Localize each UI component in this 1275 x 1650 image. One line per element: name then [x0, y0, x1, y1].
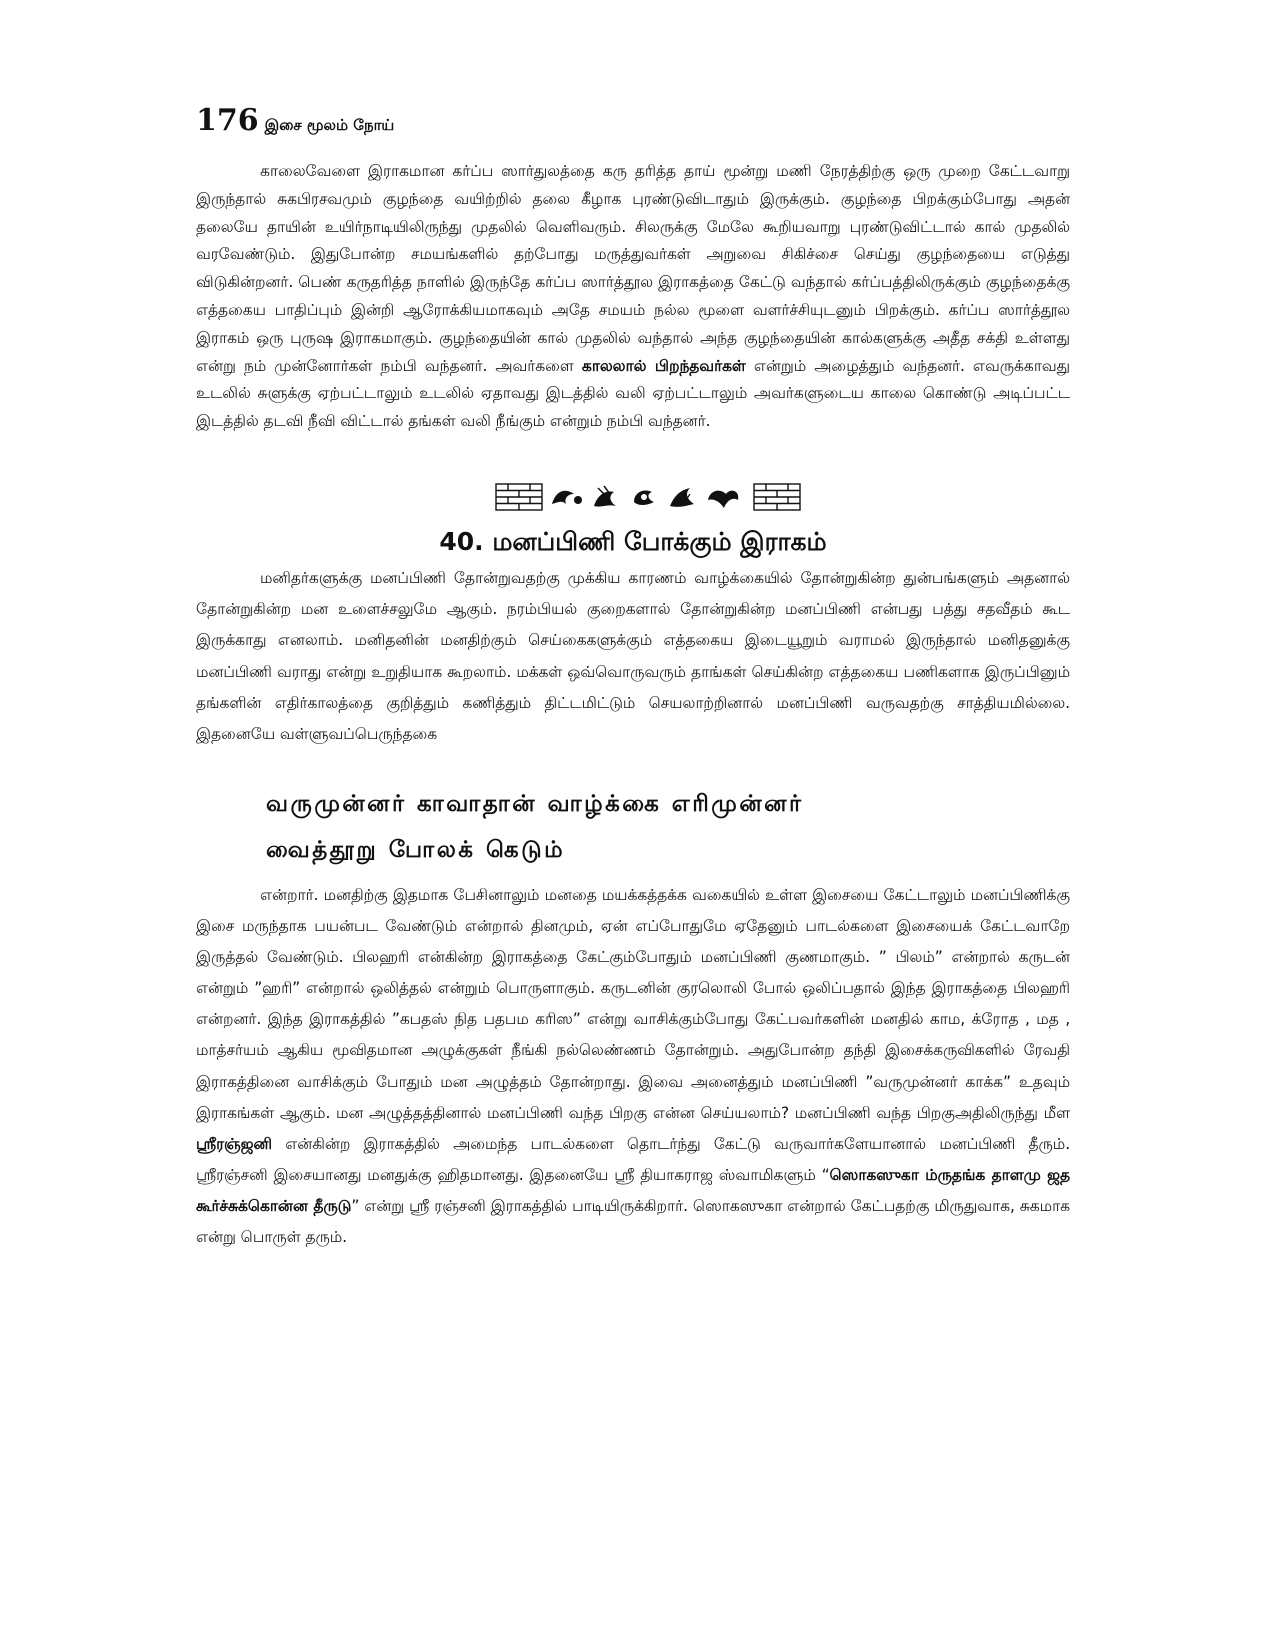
paragraph-text: ” என்று ஸ்ரீ ரஞ்சனி இராகத்தில் பாடியிருக்கிறார். ஸொகஸுகா என்றால் கேட்பதற்கு மிருதுவாக, சுகமாக என்று பொருள் தரும். — [196, 1196, 1070, 1247]
brick-pattern-right — [754, 484, 800, 510]
paragraph-mental-illness: மனிதர்களுக்கு மனப்பிணி தோன்றுவதற்கு முக்கிய காரணம் வாழ்க்கையில் தோன்றுகின்ற துன்பங்களும் அதனால் தோன்றுகின்ற மன உளைச்சலுமே ஆகும். நரம்பியல் குறைகளால் தோன்றுகின்ற மனப்பிணி என்பது பத்து சதவீதம் கூட இருக்காது எனலாம். மனிதனின் மனதிற்கும் செய்கைகளுக்கும் எத்தகைய இடையூறும் வராமல் இருந்தால் மனிதனுக்கு மனப்பிணி வராது என்று உறுதியாக கூறலாம். மக்கள் ஒவ்வொருவரும் தாங்கள் செய்கின்ற எத்தகைய பணிகளாக இருப்பினும் தங்களின் எதிர்காலத்தை குறித்தும் கணித்தும் திட்டமிட்டும் செயலாற்றினால் மனப்பிணி வருவதற்கு சாத்தியமில்லை. இதனையே வள்ளுவப்பெருந்தகை — [196, 569, 1070, 744]
floral-divider-icon — [494, 480, 804, 514]
paragraph-text: என்றார். மனதிற்கு இதமாக பேசினாலும் மனதை மயக்கத்தக்க வகையில் உள்ள இசையை கேட்டாலும் மனப்பிணிக்கு இசை மருந்தாக பயன்பட வேண்டும் என்றால் தினமும், ஏன் எப்போதுமே ஏதேனும் பாடல்களை இசையைக் கேட்டவாறே இருத்தல் வேண்டும். பிலஹரி என்கின்ற இராகத்தை கேட்கும்போதும் மனப்பிணி குணமாகும். ” பிலம்” என்றால் கருடன் என்றும் ”ஹரி” என்றால் ஒலித்தல் என்றும் பொருளாகும். கருடனின் குரலொலி போல் ஒலிப்பதால் இந்த இராகத்தை பிலஹரி என்றனர். இந்த இராகத்தில் ”கபதஸ் நித பதபம கரிஸ” என்று வாசிக்கும்போது கேட்பவர்களின் மனதில் காம, க்ரோத , மத , மாத்சர்யம் ஆகிய மூவிதமான அழுக்குகள் நீங்கி நல்லெண்ணம் தோன்றும். அதுபோன்ற தந்தி இசைக்கருவிகளில் ரேவதி இராகத்தினை வாசிக்கும் போதும் மன அழுத்தம் தோன்றாது. இவை அனைத்தும் மனப்பிணி ”வருமுன்னர் காக்க” உதவும் இராகங்கள் ஆகும். மன அழுத்தத்தினால் மனப்பிணி வந்த பிறகு என்ன செய்யலாம்? மனப்பிணி வந்த பிறகுஅதிலிருந்து மீள — [196, 886, 1070, 1122]
paragraph-text: காலைவேளை இராகமான கர்ப்ப ஸார்துலத்தை கரு தரித்த தாய் மூன்று மணி நேரத்திற்கு ஒரு முறை கேட்டவாறு இருந்தால் சுகபிரசவமும் குழந்தை வயிற்றில் தலை கீழாக புரண்டுவிடாதும் இருக்கும். குழந்தை பிறக்கும்போது அதன் தலையே தாயின் உயிர்நாடியிலிருந்து முதலில் வெளிவரும். சிலருக்கு மேலே கூறியவாறு புரண்டுவிட்டால் கால் முதலில் வரவேண்டும். இதுபோன்ற சமயங்களில் தற்போது மருத்துவர்கள் அறுவை சிகிச்சை செய்து குழந்தையை எடுத்து விடுகின்றனர். பெண் கருதரித்த நாளில் இருந்தே கர்ப்ப ஸார்த்தூல இராகத்தை கேட்டு வந்தால் கர்ப்பத்திலிருக்கும் குழந்தைக்கு எத்தகைய பாதிப்பும் இன்றி ஆரோக்கியமாகவும் அதே சமயம் நல்ல மூளை வளர்ச்சியுடனும் பிறக்கும். கர்ப்ப ஸார்த்தூல இராகம் ஒரு புருஷ இராகமாகும். குழந்தையின் கால் முதலில் வந்தால் அந்த குழந்தையின் கால்களுக்கு அதீத சக்தி உள்ளது என்று நம் முன்னோர்கள் நம்பி வந்தனர். அவர்களை — [196, 162, 1070, 375]
paragraph-text: என்றும் அழைத்தும் வந்தனர். எவருக்காவது உடலில் சுளுக்கு ஏற்பட்டாலும் உடலில் ஏதாவது இடத்தில் வலி ஏற்பட்டாலும் அவர்களுடைய காலை கொண்டு அடிப்பட்ட இடத்தில் தடவி நீவி விட்டால் தங்கள் வலி நீங்கும் என்றும் நம்பி வந்தனர். — [196, 356, 1070, 431]
kural-verse-line-1: வருமுன்னர் காவாதான் வாழ்க்கை எரிமுன்னர் — [266, 791, 804, 817]
section-title: 40. மனப்பிணி போக்கும் இராகம் — [439, 527, 827, 556]
running-header — [196, 103, 395, 138]
paragraph-ragas-for-healing — [196, 880, 1070, 1253]
running-header-title: இசை மூலம் நோய் — [264, 116, 395, 134]
bold-raga-name: ஸ்ரீரஞ்ஜனி — [196, 1134, 273, 1153]
brick-pattern-left — [496, 484, 542, 510]
paragraph-garbha-raga — [196, 158, 1070, 436]
page-number: 176 — [196, 103, 259, 138]
bold-phrase: காலலால் பிறந்தவர்கள் — [581, 356, 746, 375]
paragraph-text: என்கின்ற இராகத்தில் அமைந்த பாடல்களை தொடர்ந்து கேட்டு வருவார்களேயானால் மனப்பிணி தீரும். ஸ்ரீரஞ்சனி இசையானது மனதுக்கு ஹிதமானது. இதனையே ஸ்ரீ தியாகராஜ ஸ்வாமிகளும் “ — [196, 1134, 1070, 1184]
bold-song-line: ஸொகஸுகா ம்ருதங்க தாளமு ஜத கூர்ச்சுக்கொன்ன தீருடு — [196, 1165, 1070, 1215]
flower-motifs — [552, 486, 738, 508]
kural-verse-line-2: வைத்தூறு போலக் கெடும் — [266, 837, 566, 863]
